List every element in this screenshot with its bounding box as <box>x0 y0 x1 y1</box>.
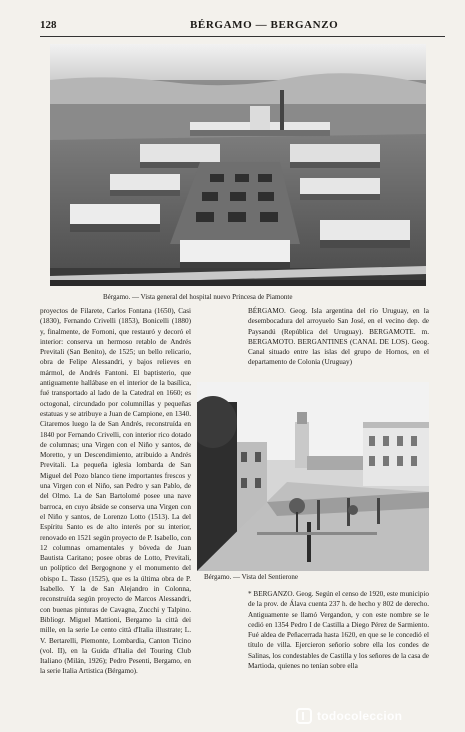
watermark-text: todocoleccion <box>317 709 403 723</box>
right-bottom-text-column <box>248 589 429 671</box>
header-rule <box>40 36 445 37</box>
hospital-aerial-photo <box>50 44 426 286</box>
left-column-text: proyectos de Filarete, Carlos Fontana (1650), Casi (1830), Fernando Crivelli (1853), Bonicelli (1880) y, finalmente, de Fornoni, que restauró y decoró el interior: conserva un hermoso retablo de Andrés Previtali (San Benito), de 1525; un bello relicario, obra de Felipe Alessandri, y bajos relieves en mármol, de Andrés Fantoni. El baptisterio, que antiguamente hallábase en el interior de la basílica, fué transportado al lado de la Catedral en 1660; es octogonal, circundado por columnillas y pequeñas estatuas y se atribuye a Juan de Campione, en 1340. Citaremos luego la de San Andrés, reconstruída en 1840 por Fernando Crivelli, con interior rico dotado de columnas; una Virgen con el Niño y santos, de Moretto, y un Descendimiento, atribuido a Andrés Previtali. La pequeña iglesia lombarda de San Miguel del Pozo blanco tiene importantes frescos y una Virgen con el Niño, san Pedro y san Pablo, de del Olmo. La de San Bartolomé posee una nave barroca, en cuyo ábside se conserva una Virgen con el Niño y santos, de Lorenzo Lotto (1513). La del Espíritu Santo es de alto interés por su interior, renovado en 1521 según proyecto de P. Isabello, con 12 columnas ornamentales y bóveda de Juan Bautista Caritano; posee obras de Lotto, Previtali, un políptico del Bergognone y el monumento del obispo L. Tasso (1525), que es la última obra de P. Isabello. Y la de San Alejandro in Colonna, reconstruída según proyecto de Marcos Alessandri, con buenas pinturas de Cavagna, Zucchi y Talpino. Bibliogr. Miguel Mattioni, Bergamo la città dei mille, en la serie Le cento città d'Italia illustrate; L. V. Bertarelli, Piemonte, Lombardia, Canton Ticino (vol. II), en la Guida d'Italia del Touring Club Italiano (Milán, 1926); Pedro Pesenti, Bergamo, en la serie Italia Artistica (Bérgamo). <box>40 307 191 676</box>
watermark-logo-icon <box>296 708 312 724</box>
watermark <box>296 704 461 728</box>
bergamo-geog-entries: BÉRGAMO. Geog. Isla argentina del río Uruguay, en la desembocadura del arroyuelo San José, en el vecino dep. de Paysandú (República del Uruguay). BERGAMOTE. m. BERGAMOTO. BERGANTINES (CANAL DE LOS). Geog. Canal situado entre las islas del grupo de Hornos, en el departamento de Colonia (Uruguay) <box>248 307 429 367</box>
mid-figure-caption: Bérgamo. — Vista del Sentierone <box>204 573 298 581</box>
page-header <box>40 19 445 33</box>
left-text-column <box>40 306 191 677</box>
top-figure-caption: Bérgamo. — Vista general del hospital nuevo Princesa de Piamonte <box>103 293 293 301</box>
running-title: BÉRGAMO — BERGANZO <box>190 19 339 31</box>
right-top-text-column <box>248 306 429 368</box>
page-number: 128 <box>40 19 57 31</box>
sentierone-photo <box>197 382 429 571</box>
berganzo-entry: * BERGANZO. Geog. Según el censo de 1920, este municipio de la prov. de Álava cuenta 237 h. de hecho y 802 de derecho. Antiguamente se llamó Vergandon, y con este nombre se le cedió en 1354 Pedro I de Castilla a Diego Pérez de Sarmiento. Fué aldea de Peñacerrada hasta 1620, en que se le concedió el título de villa. Ejercieron señorío sobre ella los condes de Salinas, los condestables de Castilla y los señores de la casa de Martioda, quienes no tenían sobre ella <box>248 590 429 671</box>
